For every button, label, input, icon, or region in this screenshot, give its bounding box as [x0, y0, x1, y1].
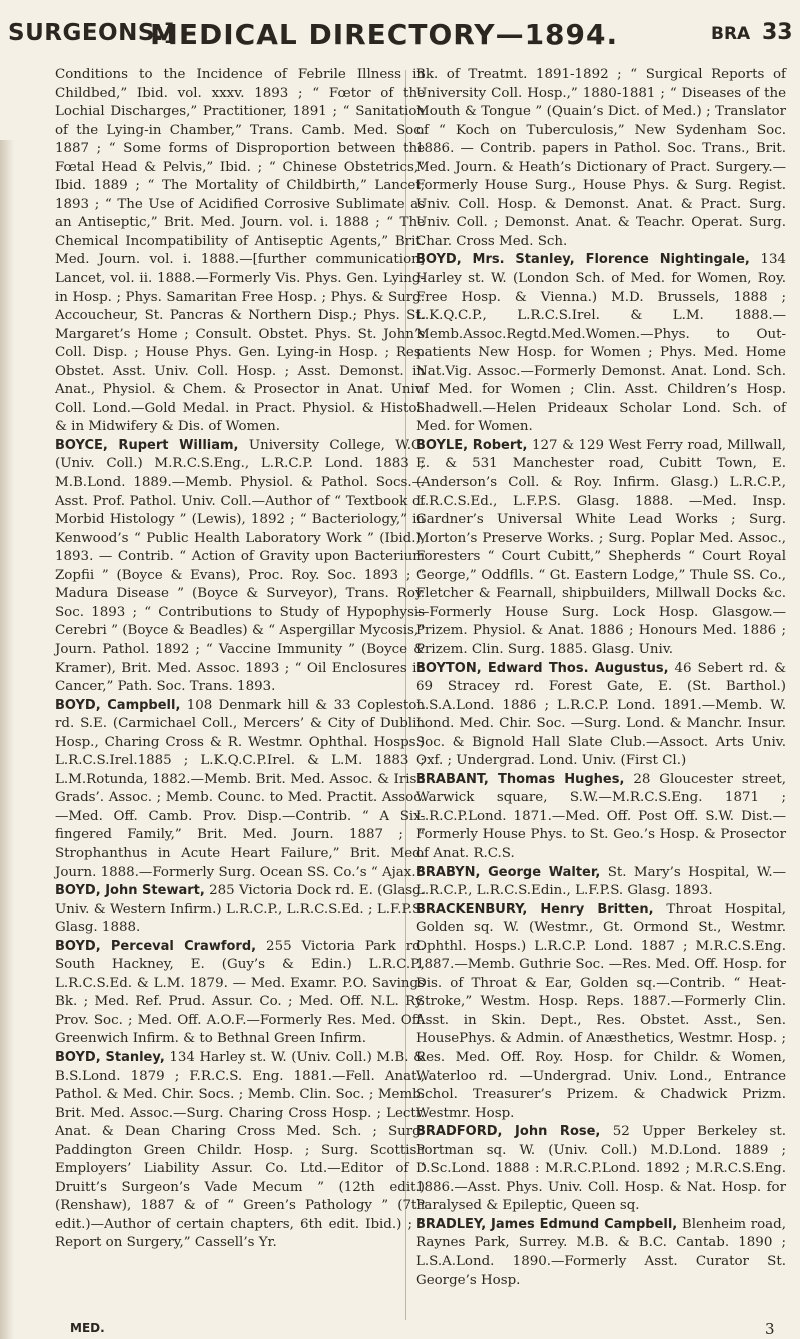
- entry-name: BOYD, John Stewart,: [55, 883, 205, 899]
- entry-name: BOYD, Mrs. Stanley, Florence Nightingale,: [416, 252, 750, 268]
- entry-name: BOYD, Campbell,: [55, 697, 181, 713]
- directory-entry: [416, 901, 786, 1124]
- footer-gathering-number: 3: [765, 1320, 775, 1338]
- entry-name: BOYTON, Edward Thos. Augustus,: [416, 660, 669, 676]
- entry-details: 134 Harley st. W. (London Sch. of Med. for Women, Roy. Free Hosp. & Vienna.) M.D. Brussels, 1888 ; L.K.Q.C.P., L.R.C.S.Irel. & L.M. 1888.—Memb.Assoc.Regtd.Med.Women.—Phys. to Out-patients New Hosp. for Women ; Phys. Med. Home Nat.Vig. Assoc.—Formerly Demonst. Anat. Lond. Sch. of Med. for Women ; Clin. Asst. Children’s Hosp. Shadwell.—Helen Prideaux Scholar Lond. Sch. of Med. for Women.: [416, 252, 786, 435]
- entry-name: BRABANT, Thomas Hughes,: [416, 771, 625, 787]
- entry-details: 255 Victoria Park rd. South Hackney, E. (Guy’s & Edin.) L.R.C.P., L.R.C.S.Ed. & L.M. 1879. — Med. Examr. P.O. Savings Bk. ; Med. Ref. Prud. Assur. Co. ; Med. Off. N.L. Ry. Prov. Soc. ; Med. Off. A.O.F.—Formerly Res. Med. Off. Greenwich Infirm. & to Bethnal Green Infirm.: [55, 938, 425, 1047]
- entry-details: Throat Hospital, Golden sq. W. (Westmr., Gt. Ormond St., Westmr. Ophthl. Hosps.) L.R.C.P. Lond. 1887 ; M.R.C.S.Eng. 1887.—Memb. Guthrie Soc. —Res. Med. Off. Hosp. for Dis. of Throat & Ear, Golden sq.—Contrib. “ Heat-Stroke,” Westm. Hosp. Reps. 1887.—Formerly Clin. Asst. in Skin. Dept., Res. Obstet. Asst., Sen. HousePhys. & Admin. of Anæsthetics, Westmr. Hosp. ; Res. Med. Off. Roy. Hosp. for Childr. & Women, Waterloo rd. —Undergrad. Univ. Lond., Entrance Schol. Treasurer’s Prizem. & Chadwick Prizm. Westmr. Hosp.: [416, 901, 786, 1121]
- directory-entry: [416, 1123, 786, 1216]
- directory-entry: [416, 1216, 786, 1290]
- entry-name: BRADFORD, John Rose,: [416, 1124, 601, 1140]
- directory-entry: [55, 437, 425, 697]
- entry-name: BOYD, Perceval Crawford,: [55, 938, 257, 954]
- directory-entry: [416, 864, 786, 901]
- directory-entry: [55, 1049, 425, 1253]
- header-abbreviation: BRA: [711, 24, 751, 44]
- entry-name: BOYD, Stanley,: [55, 1049, 165, 1065]
- header-title: MEDICAL DIRECTORY—1894.: [150, 18, 619, 51]
- left-column: [55, 66, 425, 1253]
- entry-name: BRABYN, George Walter,: [416, 864, 601, 880]
- entry-details: 52 Upper Berkeley st. Portman sq. W. (Univ. Coll.) M.D.Lond. 1889 ; D.Sc.Lond. 1888 : M.R.C.P.Lond. 1892 ; M.R.C.S.Eng. 1886.—Asst. Phys. Univ. Coll. Hosp. & Nat. Hosp. for Paralysed & Epileptic, Queen sq.: [416, 1124, 786, 1214]
- entry-name: BRACKENBURY, Henry Britten,: [416, 901, 654, 917]
- directory-entry: [55, 697, 425, 882]
- page-binding-shadow: [0, 140, 14, 1339]
- entry-name: BOYCE, Rupert William,: [55, 437, 239, 453]
- entry-details: University College, W.C. (Univ. Coll.) M.R.C.S.Eng., L.R.C.P. Lond. 1883 ; M.B.Lond. 1889.—Memb. Physiol. & Pathol. Socs.—Asst. Prof. Pathol. Univ. Coll.—Author of “ Textbook of Morbid Histology ” (Lewis), 1892 ; “ Bacteriology,” in Kenwood’s “ Public Health Laboratory Work ” (Ibid.), 1893. — Contrib. “ Action of Gravity upon Bacterium Zopfii ” (Boyce & Evans), Proc. Roy. Soc. 1893 ; “ Madura Disease ” (Boyce & Surveyor), Trans. Roy. Soc. 1893 ; “ Contributions to Study of Hypophysis Cerebri ” (Boyce & Beadles) & “ Aspergillar Mycosis,” Journ. Pathol. 1892 ; “ Vaccine Immunity ” (Boyce & Kramer), Brit. Med. Assoc. 1893 ; “ Oil Enclosures in Cancer,” Path. Soc. Trans. 1893.: [55, 437, 425, 695]
- entry-details: 127 & 129 West Ferry road, Millwall, E. & 531 Manchester road, Cubitt Town, E. (Anderson’s Coll. & Roy. Infirm. Glasg.) L.R.C.P., L.R.C.S.Ed., L.F.P.S. Glasg. 1888. —Med. Insp. Gardner’s Universal White Lead Works ; Surg. Morton’s Preserve Works. ; Surg. Poplar Med. Assoc., Foresters “ Court Cubitt,” Shepherds “ Court Royal George,” Oddflls. “ Gt. Eastern Lodge,” Thule SS. Co., Fletcher & Fearnall, shipbuilders, Millwall Docks &c.—Formerly House Surg. Lock Hosp. Glasgow.—Prizem. Physiol. & Anat. 1886 ; Honours Med. 1886 ; Prizem. Clin. Surg. 1885. Glasg. Univ.: [416, 437, 786, 657]
- entry-details: 285 Victoria Dock rd. E. (Glasg. Univ. & Western Infirm.) L.R.C.P., L.R.C.S.Ed. ; L.F.P.S. Glasg. 1888.: [55, 883, 426, 936]
- directory-entry: [55, 938, 425, 1049]
- entry-details: 108 Denmark hill & 33 Copleston rd. S.E. (Carmichael Coll., Mercers’ & City of Dublin Hosp., Charing Cross & R. Westmr. Ophthal. Hosps.) L.R.C.S.Irel.1885 ; L.K.Q.C.P.Irel. & L.M. 1883 ; L.M.Rotunda, 1882.—Memb. Brit. Med. Assoc. & Irish Grads’. Assoc. ; Memb. Counc. to Med. Practit. Assoc.—Med. Off. Camb. Prov. Disp.—Contrib. “ A Six-fingered Family,” Brit. Med. Journ. 1887 ; “ Strophanthus in Acute Heart Failure,” Brit. Med. Journ. 1888.—Formerly Surg. Ocean SS. Co.’s “ Ajax.”: [55, 697, 425, 880]
- header-section: SURGEONS.]: [8, 20, 176, 46]
- directory-entry: [416, 771, 786, 864]
- entry-name: BOYLE, Robert,: [416, 437, 528, 453]
- continued-entry-text: Bk. of Treatmt. 1891-1892 ; “ Surgical Reports of University Coll. Hosp.,” 1880-1881 ; “ Diseases of the Mouth & Tongue ” (Quain’s Dict. of Med.) ; Translator of “ Koch on Tuberculosis,” New Sydenham Soc. 1886. — Contrib. papers in Pathol. Soc. Trans., Brit. Med. Journ. & Heath’s Dictionary of Pract. Surgery.—Formerly House Surg., House Phys. & Surg. Regist. Univ. Coll. Hosp. & Demonst. Anat. & Pract. Surg. Univ. Coll. ; Demonst. Anat. & Teachr. Operat. Surg. Char. Cross Med. Sch.: [416, 67, 786, 249]
- directory-entry: [416, 251, 786, 436]
- entry-details: 46 Sebert rd. & 69 Stracey rd. Forest Gate, E. (St. Barthol.) L.S.A.Lond. 1886 ; L.R.C.P. Lond. 1891.—Memb. W. Lond. Med. Chir. Soc. —Surg. Lond. & Manchr. Insur. Soc. & Bignold Hall Slate Club.—Assoct. Arts Univ. Oxf. ; Undergrad. Lond. Univ. (First Cl.): [416, 660, 786, 769]
- page-number: 33: [762, 20, 793, 45]
- entry-name: BRADLEY, James Edmund Campbell,: [416, 1216, 678, 1232]
- directory-entry: [416, 437, 786, 660]
- entry-details: 134 Harley st. W. (Univ. Coll.) M.B. & B.S.Lond. 1879 ; F.R.C.S. Eng. 1881.—Fell. Anat., Pathol. & Med. Chir. Socs. ; Memb. Clin. Soc. ; Memb. Brit. Med. Assoc.—Surg. Charing Cross Hosp. ; Lectr. Anat. & Dean Charing Cross Med. Sch. ; Surg. Paddington Green Childr. Hosp. ; Surg. Scottish Employers’ Liability Assur. Co. Ltd.—Editor of ‘ Druitt’s Surgeon’s Vade Mecum ” (12th edit.) (Renshaw), 1887 & of “ Green’s Pathology ” (7th edit.)—Author of certain chapters, 6th edit. Ibid.) ; “ Report on Surgery,” Cassell’s Yr.: [55, 1049, 425, 1251]
- entry-details: 28 Gloucester street, Warwick square, S.W.—M.R.C.S.Eng. 1871 ; L.R.C.P.Lond. 1871.—Med. Off. Post Off. S.W. Dist.—Formerly House Phys. to St. Geo.’s Hosp. & Prosector of Anat. R.C.S.: [416, 771, 786, 861]
- entry-details: St. Mary’s Hospital, W.—L.R.C.P., L.R.C.S.Edin., L.F.P.S. Glasg. 1893.: [416, 864, 786, 899]
- right-column: [416, 66, 786, 1290]
- directory-entry: [416, 660, 786, 771]
- footer-signature-mark: MED.: [70, 1321, 105, 1335]
- directory-entry: [55, 882, 425, 938]
- running-header: [0, 18, 800, 52]
- entry-details: Blenheim road, Raynes Park, Surrey. M.B. & B.C. Cantab. 1890 ; L.S.A.Lond. 1890.—Formerly Asst. Curator St. George’s Hosp.: [416, 1216, 786, 1288]
- continued-entry-text: Conditions to the Incidence of Febrile Illness in Childbed,” Ibid. vol. xxxv. 1893 ; “ Fœtor of the Lochial Discharges,” Practitioner, 1891 ; “ Sanitation of the Lying-in Chamber,” Trans. Camb. Med. Soc. 1887 ; “ Some forms of Disproportion between the Fœtal Head & Pelvis,” Ibid. ; “ Chinese Obstetrics,” Ibid. 1889 ; “ The Mortality of Childbirth,” Lancet, 1893 ; “ The Use of Acidified Corrosive Sublimate as an Antiseptic,” Brit. Med. Journ. vol. i. 1888 ; “ The Chemical Incompatibility of Antiseptic Agents,” Brit. Med. Journ. vol. i. 1888.—[further communication] Lancet, vol. ii. 1888.—Formerly Vis. Phys. Gen. Lying-in Hosp. ; Phys. Samaritan Free Hosp. ; Phys. & Surg. Accoucheur, St. Pancras & Northern Disp.; Phys. St. Margaret’s Home ; Consult. Obstet. Phys. St. John’s Coll. Disp. ; House Phys. Gen. Lying-in Hosp. ; Res. Obstet. Asst. Univ. Coll. Hosp. ; Asst. Demonst. in Anat., Physiol. & Chem. & Prosector in Anat. Univ. Coll. Lond.—Gold Medal. in Pract. Physiol. & Histol. & in Midwifery & Dis. of Women.: [55, 67, 425, 435]
